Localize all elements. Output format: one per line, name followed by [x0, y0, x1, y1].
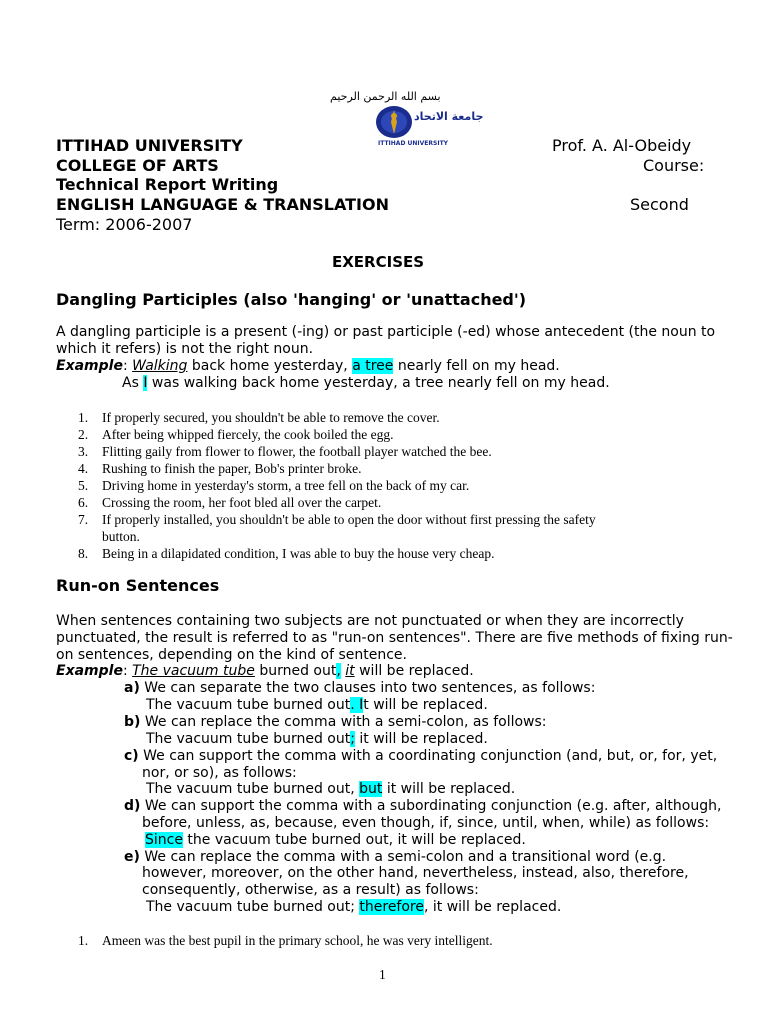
- method-label: d): [124, 798, 141, 814]
- highlight-period: . I: [350, 697, 364, 713]
- list-item: 2. After being whipped fiercely, the cook boiled the egg.: [78, 427, 394, 442]
- method-label: c): [124, 748, 139, 764]
- method-e-example: The vacuum tube burned out; therefore, it will be replaced.: [146, 899, 562, 915]
- list-item: 1. Ameen was the best pupil in the primary school, he was very intelligent.: [78, 933, 493, 948]
- method-label: b): [124, 714, 141, 730]
- method-d: [124, 798, 721, 815]
- method-text: We can replace the comma with a semi-colon and a transitional word (e.g.: [139, 849, 667, 865]
- method-text: We can replace the comma with a semi-colon, as follows:: [140, 714, 547, 730]
- method-b-example: The vacuum tube burned out; it will be replaced.: [146, 731, 488, 747]
- logo-arabic-text: جامعة الاتحاد: [414, 110, 484, 123]
- term-label: Term: 2006-2007: [56, 215, 193, 234]
- method-label: a): [124, 680, 140, 696]
- example-text: was walking back home yesterday, a tree nearly fell on my head.: [147, 375, 610, 391]
- section1-example-1: Example: Walking back home yesterday, a tree nearly fell on my head.: [56, 358, 560, 374]
- department-name: ENGLISH LANGUAGE & TRANSLATION: [56, 195, 389, 214]
- method-e: [124, 849, 666, 866]
- highlight-semicolon: ;: [350, 731, 355, 747]
- list-item: 3. Flitting gaily from flower to flower, the football player watched the bee.: [78, 444, 492, 459]
- example-text: burned out: [254, 663, 337, 679]
- section2-example: Example: The vacuum tube burned out, it will be replaced.: [56, 663, 474, 679]
- highlight-comma: ,: [336, 663, 341, 679]
- example-participle: Walking: [132, 358, 188, 374]
- example-pronoun: it: [345, 663, 355, 679]
- method-e-cont1: however, moreover, on the other hand, nevertheless, instead, also, therefore,: [142, 865, 689, 881]
- method-b: [124, 714, 547, 731]
- method-a-example: The vacuum tube burned out. It will be replaced.: [146, 697, 488, 713]
- course-label: Course:: [643, 156, 705, 175]
- list-item: 8. Being in a dilapidated condition, I was able to buy the house very cheap.: [78, 546, 495, 561]
- year-label: Second: [630, 195, 689, 214]
- example-text: nearly fell on my head.: [393, 358, 560, 374]
- method-label: e): [124, 849, 140, 865]
- example-subject: The vacuum tube: [132, 663, 255, 679]
- section-heading-runon: Run-on Sentences: [56, 576, 220, 595]
- section2-intro-line3: on sentences, depending on the kind of sentence.: [56, 647, 407, 663]
- highlight-since: Since: [145, 832, 183, 848]
- list-item: 4. Rushing to finish the paper, Bob's printer broke.: [78, 461, 362, 476]
- method-c-example: The vacuum tube burned out, but it will be replaced.: [146, 781, 516, 797]
- section-heading-dangling: Dangling Participles (also 'hanging' or 'unattached'): [56, 290, 527, 309]
- list-item: 1. If properly secured, you shouldn't be able to remove the cover.: [78, 410, 440, 425]
- university-name: ITTIHAD UNIVERSITY: [56, 136, 243, 155]
- list-item: 6. Crossing the room, her foot bled all over the carpet.: [78, 495, 382, 510]
- course-name: Technical Report Writing: [56, 175, 279, 194]
- method-d-cont: before, unless, as, because, even though, if, since, until, when, while) as follows:: [142, 815, 710, 831]
- section1-example-2: [122, 375, 610, 392]
- example-label: Example: [56, 358, 123, 374]
- page-number: 1: [379, 967, 386, 982]
- example-label: Example: [56, 663, 123, 679]
- college-name: COLLEGE OF ARTS: [56, 156, 219, 175]
- method-e-cont2: consequently, otherwise, as a result) as follows:: [142, 882, 479, 898]
- method-c: [124, 748, 717, 765]
- highlight-a-tree: a tree: [352, 358, 394, 374]
- highlight-but: but: [359, 781, 383, 797]
- list-item: 5. Driving home in yesterday's storm, a tree fell on the back of my car.: [78, 478, 470, 493]
- example-text: As: [122, 375, 144, 391]
- method-text: We can support the comma with a subordinating conjunction (e.g. after, although,: [140, 798, 722, 814]
- page-title: EXERCISES: [332, 253, 425, 271]
- method-text: We can support the comma with a coordinating conjunction (and, but, or, for, yet,: [138, 748, 718, 764]
- list-item: 7. If properly installed, you shouldn't be able to open the door without first pressing the safety button.: [78, 512, 596, 544]
- example-text: back home yesterday,: [187, 358, 353, 374]
- example-text: will be replaced.: [354, 663, 474, 679]
- university-logo: [374, 104, 484, 156]
- method-a: [124, 680, 595, 697]
- method-text: We can separate the two clauses into two sentences, as follows:: [139, 680, 596, 696]
- highlight-therefore: therefore: [359, 899, 424, 915]
- method-c-cont: nor, or so), as follows:: [142, 765, 297, 781]
- section1-intro-line1: A dangling participle is a present (-ing) or past participle (-ed) whose antecedent (the noun to: [56, 324, 716, 340]
- professor-name: Prof. A. Al-Obeidy: [552, 136, 692, 155]
- basmala: بسم الله الرحمن الرحيم: [330, 90, 441, 103]
- section2-intro-line1: When sentences containing two subjects are not punctuated or when they are incorrectly: [56, 613, 684, 629]
- section1-intro-line2: which it refers) is not the right noun.: [56, 341, 314, 357]
- logo-english-text: ITTIHAD UNIVERSITY: [378, 140, 449, 147]
- runon-exercise-list: [78, 932, 493, 949]
- method-d-example: Since the vacuum tube burned out, it will be replaced.: [145, 832, 526, 848]
- section2-intro-line2: punctuated, the result is referred to as "run-on sentences". There are five methods of fixing run-: [56, 630, 733, 646]
- dangling-exercise-list: [78, 409, 596, 562]
- highlight-i: I: [143, 375, 148, 391]
